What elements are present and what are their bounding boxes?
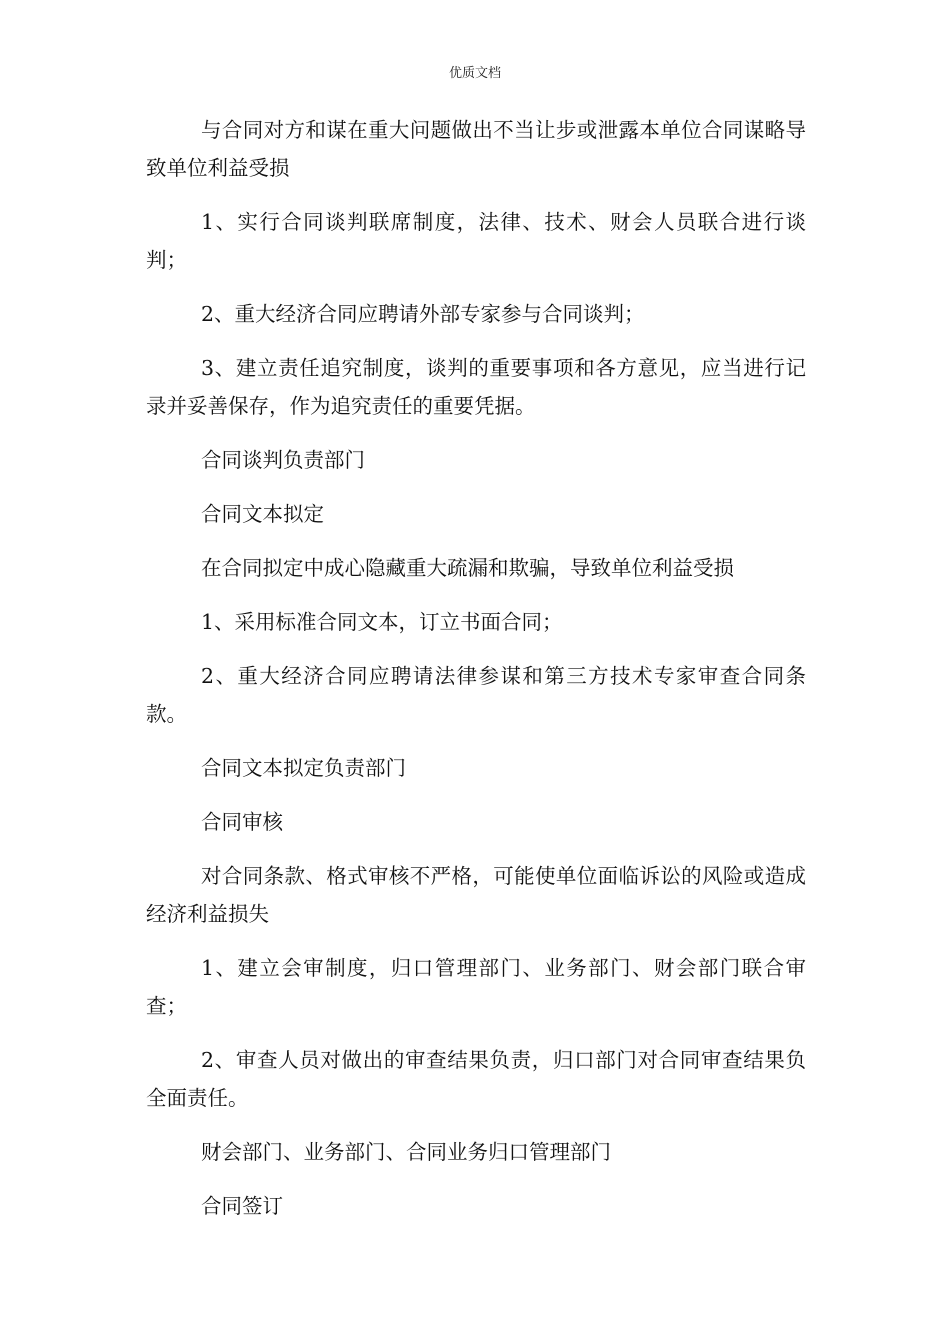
paragraph-risk-drafting: 在合同拟定中成心隐藏重大疏漏和欺骗，导致单位利益受损 xyxy=(201,556,734,580)
paragraph-negotiation-department: 合同谈判负责部门 xyxy=(201,448,365,472)
paragraph-drafting-measure-2: 2、重大经济合同应聘请法律参谋和第三方技术专家审查合同条款。 xyxy=(146,664,806,726)
paragraph-review-measure-1: 1、建立会审制度，归口管理部门、业务部门、财会部门联合审查； xyxy=(146,956,806,1018)
paragraph-risk-negotiation: 与合同对方和谋在重大问题做出不当让步或泄露本单位合同谋略导致单位利益受损 xyxy=(146,118,806,180)
document-body xyxy=(146,111,806,1241)
paragraph-drafting-department: 合同文本拟定负责部门 xyxy=(201,756,406,780)
paragraph-review-department: 财会部门、业务部门、合同业务归口管理部门 xyxy=(201,1140,611,1164)
page-header: 优质文档 xyxy=(448,66,501,81)
paragraph-review-measure-2: 2、审查人员对做出的审查结果负责，归口部门对合同审查结果负全面责任。 xyxy=(146,1048,806,1110)
paragraph-section-drafting: 合同文本拟定 xyxy=(201,502,324,526)
paragraph-drafting-measure-1: 1、采用标准合同文本，订立书面合同； xyxy=(201,610,563,634)
paragraph-section-signing: 合同签订 xyxy=(201,1194,283,1218)
paragraph-section-review: 合同审核 xyxy=(201,810,283,834)
paragraph-measure-1: 1、实行合同谈判联席制度，法律、技术、财会人员联合进行谈判； xyxy=(146,210,806,272)
paragraph-measure-2: 2、重大经济合同应聘请外部专家参与合同谈判； xyxy=(201,302,645,326)
paragraph-risk-review: 对合同条款、格式审核不严格，可能使单位面临诉讼的风险或造成经济利益损失 xyxy=(146,864,806,926)
paragraph-measure-3: 3、建立责任追究制度，谈判的重要事项和各方意见，应当进行记录并妥善保存，作为追究责任的重要凭据。 xyxy=(146,356,806,418)
